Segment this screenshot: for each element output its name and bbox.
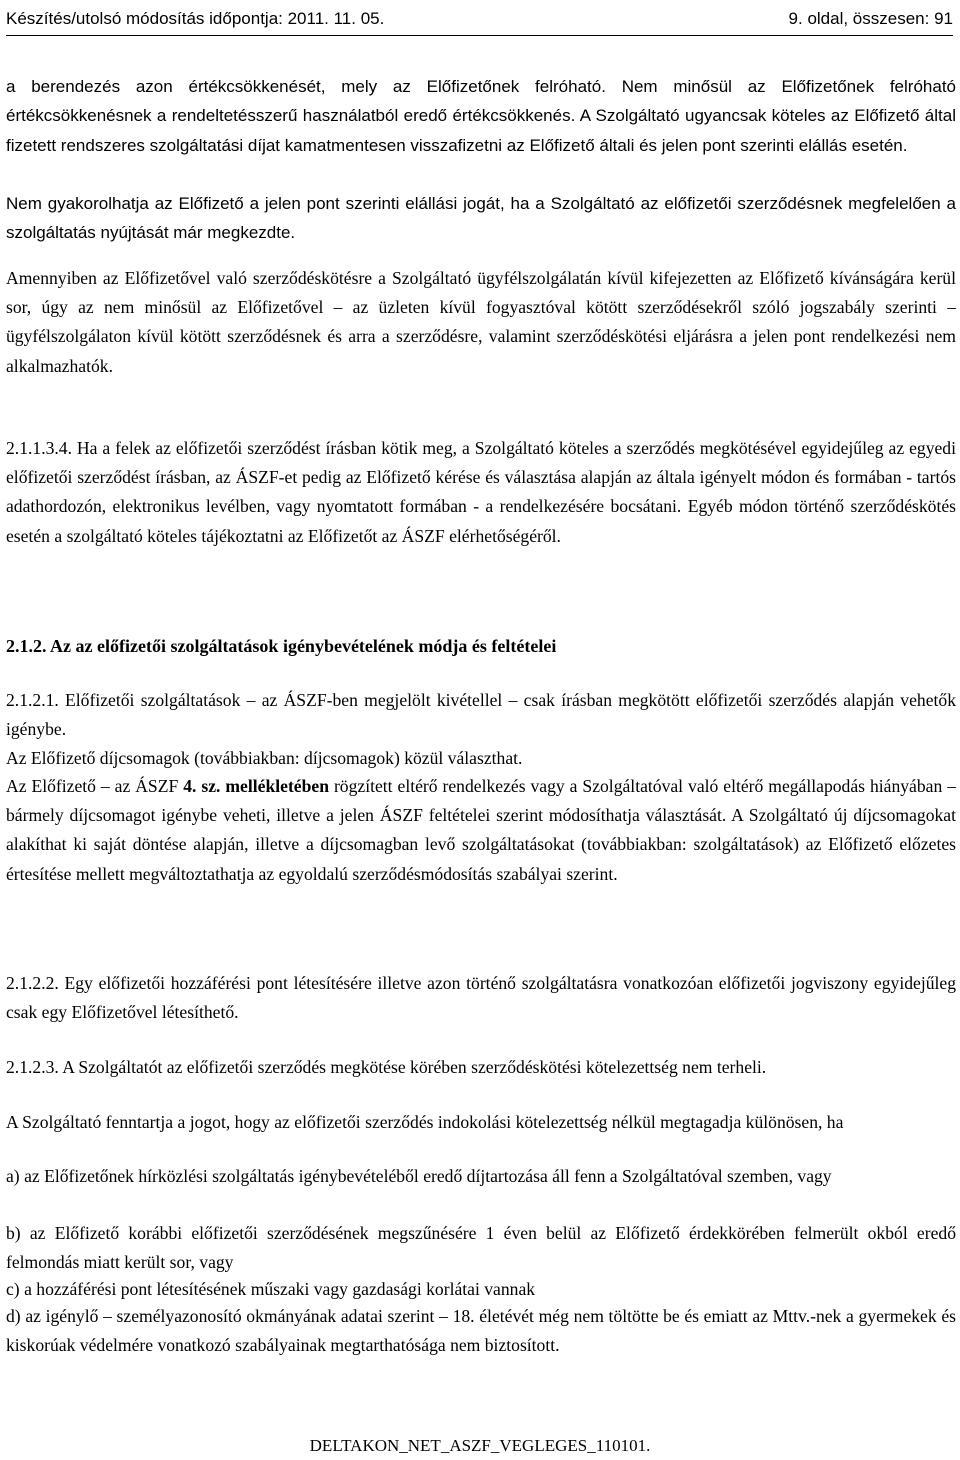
paragraph-2-1-2-3-refusal: A Szolgáltató fenntartja a jogot, hogy az előfizetői szerződés indokolási kötelezettség nélkül megtagadja különösen, ha bbox=[6, 1112, 844, 1132]
paragraph-2-1-2-1-choice bbox=[6, 772, 956, 889]
list-item-a: a) az Előfizetőnek hírközlési szolgáltatás igénybevételéből eredő díjtartozása áll fenn a Szolgáltatóval szemben, vagy bbox=[6, 1166, 832, 1186]
page-header bbox=[6, 8, 953, 30]
list-item-d: d) az igénylő – személyazonosító okmányának adatai szerint – 18. életévét még nem töltötte be és emiatt az Mttv.-nek a gyermekek és kiskorúak védelmére vonatkozó szabályainak megtarthatósága nem biztosított. bbox=[6, 1306, 956, 1356]
page-footer: DELTAKON_NET_ASZF_VEGLEGES_110101. bbox=[309, 1436, 651, 1455]
paragraph-amennyiben: Amennyiben az Előfizetővel való szerződéskötésre a Szolgáltató ügyfélszolgálatán kívül kifejezetten az Előfizető kívánságára kerül sor, úgy az nem minősül az Előfizetővel – az üzleten kívül fogyasztóval kötött szerződésekről szóló jogszabály szerinti – ügyfélszolgálaton kívül kötött szerződésnek és arra a szerződésre, valamint szerződéskötési eljárásra a jelen pont rendelkezési nem alkalmazhatók. bbox=[6, 268, 956, 376]
bold-appendix-word: mellékletében bbox=[225, 776, 329, 796]
header-page-number: 9. oldal, összesen: 91 bbox=[788, 9, 953, 28]
paragraph-2-1-1-3-4: 2.1.1.3.4. Ha a felek az előfizetői szerződést írásban kötik meg, a Szolgáltató köteles a szerződés megkötésével egyidejűleg az egyedi előfizetői szerződést írásban, az ÁSZF-et pedig az Előfizető kérése és választása alapján az általa igényelt módon és formában - tartós adathordozón, elektronikus levélben, vagy nyomtatott formában - a rendelkezésére bocsátani. Egyéb módon történő szerződéskötés esetén a szolgáltató köteles tájékoztatni az Előfizetőt az ÁSZF elérhetőségéről. bbox=[6, 438, 956, 546]
paragraph-2-1-2-1: 2.1.2.1. Előfizetői szolgáltatások – az ÁSZF-ben megjelölt kivétellel – csak írásban megkötött előfizetői szerződés alapján vehetők igénybe. bbox=[6, 690, 956, 740]
header-timestamp: Készítés/utolsó módosítás időpontja: 2011. 11. 05. bbox=[6, 9, 385, 28]
list-item-b: b) az Előfizető korábbi előfizetői szerződésének megszűnésére 1 éven belül az Előfizető érdekkörében felmerült okból eredő felmondás miatt került sor, vagy bbox=[6, 1223, 956, 1273]
intro-paragraph: a berendezés azon értékcsökkenését, mely az Előfizetőnek felróható. Nem minősül az Előfizetőnek felróható értékcsökkenésnek a rendeltetésszerű használatból eredő értékcsökkenés. A Szolgáltató ugyancsak köteles az Előfizető által fizetett rendszeres szolgáltatási díjat kamatmentesen visszafizetni az Előfizető általi és jelen pont szerinti elállás esetén. bbox=[6, 77, 956, 155]
header-divider bbox=[6, 35, 953, 36]
text-run: rögzített eltérő rendelkezés vagy a Szolgáltatóval való eltérő megállapodás hiányában – bármely díjcsomagot igénybe veheti, illetve a jelen ÁSZF feltételei szerint módosíthatja választását. A Szolgáltató új díjcsomagokat alakíthat ki saját döntése alapján, illetve a díjcsomagban levő szolgáltatásokat (továbbiakban: szolgáltatások) az Előfizető előzetes értesítése mellett megváltoztathatja az egyoldalú szerződésmódosítás szabályai szerint. bbox=[6, 776, 957, 884]
text-run: Az Előfizető – az ÁSZF bbox=[6, 776, 184, 796]
list-item-c: c) a hozzáférési pont létesítésének műszaki vagy gazdasági korlátai vannak bbox=[6, 1279, 536, 1299]
paragraph-2-1-2-3: 2.1.2.3. A Szolgáltatót az előfizetői szerződés megkötése körében szerződéskötési kötelezettség nem terheli. bbox=[6, 1057, 767, 1077]
paragraph-2-1-2-2: 2.1.2.2. Egy előfizetői hozzáférési pont létesítésére illetve azon történő szolgáltatásra vonatkozóan előfizetői jogviszony egyidejűleg csak egy Előfizetővel létesíthető. bbox=[6, 973, 956, 1023]
bold-appendix-number: 4. sz. bbox=[183, 776, 221, 796]
paragraph-2-1-2-1-packages: Az Előfizető díjcsomagok (továbbiakban: díjcsomagok) közül választhat. bbox=[6, 748, 523, 768]
intro-paragraph-2: Nem gyakorolhatja az Előfizető a jelen pont szerinti elállási jogát, ha a Szolgáltató az előfizetői szerződésnek megfelelően a szolgáltatás nyújtását már megkezdte. bbox=[6, 194, 956, 243]
section-heading-2-1-2: 2.1.2. Az az előfizetői szolgáltatások igénybevételének módja és feltételei bbox=[6, 636, 557, 656]
